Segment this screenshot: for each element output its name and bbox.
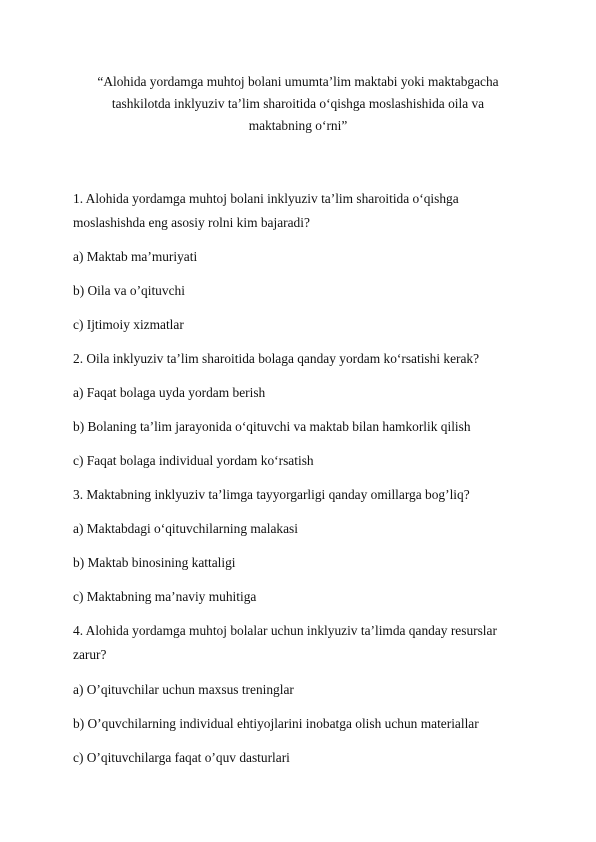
question-2-option-c: c) Faqat bolaga individual yordam ko‘rsatish xyxy=(73,453,314,468)
question-4-text-line-2: zarur? xyxy=(73,647,107,662)
question-3-text: 3. Maktabning inklyuziv ta’limga tayyorgarligi qanday omillarga bog’liq? xyxy=(73,487,470,502)
question-4-option-a: a) O’qituvchilar uchun maxsus treninglar xyxy=(73,682,294,697)
title-line-3: maktabning o‘rni” xyxy=(248,118,348,133)
title-line-2: tashkilotda inklyuziv ta’lim sharoitida o‘qishga moslashishida oila va xyxy=(111,96,485,111)
question-1-option-a: a) Maktab ma’muriyati xyxy=(73,249,198,264)
question-2-text: 2. Oila inklyuziv ta’lim sharoitida bolaga qanday yordam ko‘rsatishi kerak? xyxy=(73,351,480,366)
question-3-option-b: b) Maktab binosining kattaligi xyxy=(73,555,236,570)
question-3-option-c: c) Maktabning ma’naviy muhitiga xyxy=(73,589,257,604)
question-2-option-a: a) Faqat bolaga uyda yordam berish xyxy=(73,385,266,400)
question-4-text-line-1: 4. Alohida yordamga muhtoj bolalar uchun inklyuziv ta’limda qanday resurslar xyxy=(73,623,497,638)
question-2-option-b: b) Bolaning ta’lim jarayonida o‘qituvchi va maktab bilan hamkorlik qilish xyxy=(73,419,471,434)
question-1-option-b: b) Oila va o’qituvchi xyxy=(73,283,185,298)
title-line-1: “Alohida yordamga muhtoj bolani umumta’lim maktabi yoki maktabgacha xyxy=(97,74,499,89)
question-4-option-c: c) O’qituvchilarga faqat o’quv dasturlari xyxy=(73,750,290,765)
question-1-text-line-1: 1. Alohida yordamga muhtoj bolani inklyuziv ta’lim sharoitida o‘qishga xyxy=(73,191,459,206)
question-4-option-b: b) O’quvchilarning individual ehtiyojlarini inobatga olish uchun materiallar xyxy=(73,716,479,731)
question-3-option-a: a) Maktabdagi o‘qituvchilarning malakasi xyxy=(73,521,298,536)
document-title xyxy=(70,71,526,137)
question-1-text-line-2: moslashishda eng asosiy rolni kim bajaradi? xyxy=(73,215,310,230)
question-1-option-c: c) Ijtimoiy xizmatlar xyxy=(73,317,184,332)
